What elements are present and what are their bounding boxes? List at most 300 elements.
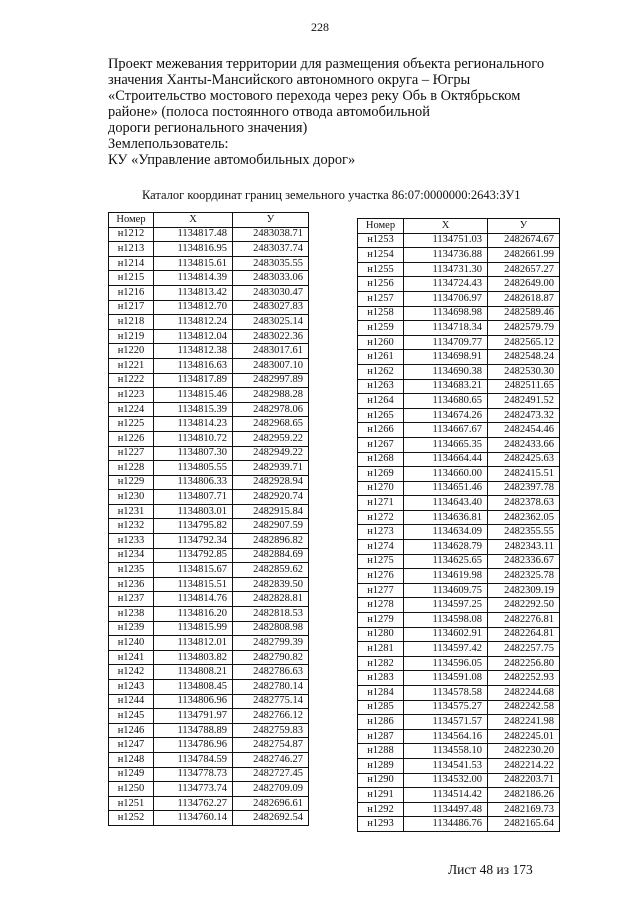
column-header-y: У — [488, 219, 560, 234]
table-row — [109, 344, 309, 359]
table-row — [109, 461, 309, 476]
point-number-cell: н1274 — [358, 540, 404, 555]
point-number-cell: н1218 — [109, 315, 154, 330]
x-coordinate-cell: 1134643.40 — [404, 496, 488, 511]
table-row — [109, 227, 309, 242]
y-coordinate-cell: 2483030.47 — [233, 285, 309, 300]
x-coordinate-cell: 1134817.89 — [154, 373, 233, 388]
x-coordinate-cell: 1134803.82 — [154, 650, 233, 665]
y-coordinate-cell: 2482884.69 — [233, 548, 309, 563]
page-number: 228 — [311, 20, 329, 34]
table-row — [358, 408, 560, 423]
table-row — [358, 773, 560, 788]
table-row — [358, 715, 560, 730]
x-coordinate-cell: 1134816.95 — [154, 242, 233, 257]
point-number-cell: н1220 — [109, 344, 154, 359]
y-coordinate-cell: 2482325.78 — [488, 569, 560, 584]
point-number-cell: н1288 — [358, 744, 404, 759]
column-header-x: X — [154, 213, 233, 228]
x-coordinate-cell: 1134558.10 — [404, 744, 488, 759]
x-coordinate-cell: 1134815.99 — [154, 621, 233, 636]
point-number-cell: н1273 — [358, 525, 404, 540]
y-coordinate-cell: 2482241.98 — [488, 715, 560, 730]
x-coordinate-cell: 1134808.21 — [154, 665, 233, 680]
table-row — [358, 583, 560, 598]
point-number-cell: н1235 — [109, 563, 154, 578]
x-coordinate-cell: 1134815.46 — [154, 388, 233, 403]
point-number-cell: н1238 — [109, 607, 154, 622]
x-coordinate-cell: 1134773.74 — [154, 782, 233, 797]
table-row — [358, 700, 560, 715]
point-number-cell: н1219 — [109, 329, 154, 344]
table-row — [358, 686, 560, 701]
table-row — [358, 671, 560, 686]
table-row — [358, 394, 560, 409]
y-coordinate-cell: 2483038.71 — [233, 227, 309, 242]
x-coordinate-cell: 1134541.53 — [404, 758, 488, 773]
y-coordinate-cell: 2482433.66 — [488, 437, 560, 452]
y-coordinate-cell: 2482997.89 — [233, 373, 309, 388]
point-number-cell: н1223 — [109, 388, 154, 403]
table-row — [109, 796, 309, 811]
point-number-cell: н1284 — [358, 686, 404, 701]
y-coordinate-cell: 2482565.12 — [488, 335, 560, 350]
point-number-cell: н1216 — [109, 285, 154, 300]
point-number-cell: н1252 — [109, 811, 154, 826]
x-coordinate-cell: 1134751.03 — [404, 233, 488, 248]
x-coordinate-cell: 1134619.98 — [404, 569, 488, 584]
y-coordinate-cell: 2482818.53 — [233, 607, 309, 622]
point-number-cell: н1275 — [358, 554, 404, 569]
x-coordinate-cell: 1134792.34 — [154, 534, 233, 549]
x-coordinate-cell: 1134814.76 — [154, 592, 233, 607]
column-header-number: Номер — [358, 219, 404, 234]
x-coordinate-cell: 1134817.48 — [154, 227, 233, 242]
x-coordinate-cell: 1134813.42 — [154, 285, 233, 300]
y-coordinate-cell: 2482336.67 — [488, 554, 560, 569]
y-coordinate-cell: 2482511.65 — [488, 379, 560, 394]
point-number-cell: н1229 — [109, 475, 154, 490]
x-coordinate-cell: 1134575.27 — [404, 700, 488, 715]
y-coordinate-cell: 2482661.99 — [488, 248, 560, 263]
y-coordinate-cell: 2482491.52 — [488, 394, 560, 409]
point-number-cell: н1232 — [109, 519, 154, 534]
y-coordinate-cell: 2482252.93 — [488, 671, 560, 686]
column-header-y: У — [233, 213, 309, 228]
table-row — [109, 767, 309, 782]
point-number-cell: н1276 — [358, 569, 404, 584]
table-row — [358, 627, 560, 642]
x-coordinate-cell: 1134571.57 — [404, 715, 488, 730]
table-row — [109, 490, 309, 505]
x-coordinate-cell: 1134815.61 — [154, 256, 233, 271]
x-coordinate-cell: 1134792.85 — [154, 548, 233, 563]
point-number-cell: н1261 — [358, 350, 404, 365]
y-coordinate-cell: 2482759.83 — [233, 723, 309, 738]
table-row — [358, 496, 560, 511]
y-coordinate-cell: 2482473.32 — [488, 408, 560, 423]
table-row — [109, 607, 309, 622]
x-coordinate-cell: 1134724.43 — [404, 277, 488, 292]
y-coordinate-cell: 2482978.06 — [233, 402, 309, 417]
x-coordinate-cell: 1134597.42 — [404, 642, 488, 657]
x-coordinate-cell: 1134786.96 — [154, 738, 233, 753]
y-coordinate-cell: 2482696.61 — [233, 796, 309, 811]
y-coordinate-cell: 2482928.94 — [233, 475, 309, 490]
x-coordinate-cell: 1134636.81 — [404, 510, 488, 525]
x-coordinate-cell: 1134760.14 — [154, 811, 233, 826]
point-number-cell: н1285 — [358, 700, 404, 715]
y-coordinate-cell: 2482292.50 — [488, 598, 560, 613]
table-row — [358, 321, 560, 336]
y-coordinate-cell: 2482415.51 — [488, 467, 560, 482]
y-coordinate-cell: 2482618.87 — [488, 291, 560, 306]
table-header-row — [109, 213, 309, 228]
table-row — [358, 554, 560, 569]
table-row — [109, 300, 309, 315]
table-row — [358, 437, 560, 452]
x-coordinate-cell: 1134598.08 — [404, 613, 488, 628]
x-coordinate-cell: 1134814.23 — [154, 417, 233, 432]
point-number-cell: н1233 — [109, 534, 154, 549]
table-row — [109, 373, 309, 388]
point-number-cell: н1258 — [358, 306, 404, 321]
point-number-cell: н1270 — [358, 481, 404, 496]
x-coordinate-cell: 1134808.45 — [154, 680, 233, 695]
y-coordinate-cell: 2482397.78 — [488, 481, 560, 496]
table-row — [358, 613, 560, 628]
x-coordinate-cell: 1134634.09 — [404, 525, 488, 540]
table-row — [109, 417, 309, 432]
x-coordinate-cell: 1134814.39 — [154, 271, 233, 286]
point-number-cell: н1291 — [358, 788, 404, 803]
table-row — [358, 481, 560, 496]
y-coordinate-cell: 2482959.22 — [233, 431, 309, 446]
table-row — [358, 510, 560, 525]
heading-line: районе» (полоса постоянного отвода автомобильной — [108, 104, 430, 120]
point-number-cell: н1237 — [109, 592, 154, 607]
y-coordinate-cell: 2483037.74 — [233, 242, 309, 257]
y-coordinate-cell: 2482244.68 — [488, 686, 560, 701]
y-coordinate-cell: 2482780.14 — [233, 680, 309, 695]
heading-line: КУ «Управление автомобильных дорог» — [108, 152, 356, 168]
table-row — [358, 729, 560, 744]
point-number-cell: н1271 — [358, 496, 404, 511]
point-number-cell: н1254 — [358, 248, 404, 263]
x-coordinate-cell: 1134795.82 — [154, 519, 233, 534]
point-number-cell: н1282 — [358, 656, 404, 671]
x-coordinate-cell: 1134812.01 — [154, 636, 233, 651]
y-coordinate-cell: 2482949.22 — [233, 446, 309, 461]
y-coordinate-cell: 2482165.64 — [488, 817, 560, 832]
x-coordinate-cell: 1134815.67 — [154, 563, 233, 578]
x-coordinate-cell: 1134718.34 — [404, 321, 488, 336]
table-row — [109, 738, 309, 753]
x-coordinate-cell: 1134806.96 — [154, 694, 233, 709]
y-coordinate-cell: 2482548.24 — [488, 350, 560, 365]
x-coordinate-cell: 1134597.25 — [404, 598, 488, 613]
x-coordinate-cell: 1134497.48 — [404, 802, 488, 817]
y-coordinate-cell: 2482169.73 — [488, 802, 560, 817]
y-coordinate-cell: 2482896.82 — [233, 534, 309, 549]
y-coordinate-cell: 2482786.63 — [233, 665, 309, 680]
x-coordinate-cell: 1134698.98 — [404, 306, 488, 321]
table-row — [109, 358, 309, 373]
x-coordinate-cell: 1134816.63 — [154, 358, 233, 373]
coordinates-table-right — [357, 218, 560, 832]
column-header-x: X — [404, 219, 488, 234]
x-coordinate-cell: 1134807.71 — [154, 490, 233, 505]
point-number-cell: н1269 — [358, 467, 404, 482]
table-row — [358, 656, 560, 671]
y-coordinate-cell: 2482920.74 — [233, 490, 309, 505]
x-coordinate-cell: 1134762.27 — [154, 796, 233, 811]
point-number-cell: н1226 — [109, 431, 154, 446]
point-number-cell: н1283 — [358, 671, 404, 686]
x-coordinate-cell: 1134665.35 — [404, 437, 488, 452]
point-number-cell: н1262 — [358, 364, 404, 379]
x-coordinate-cell: 1134532.00 — [404, 773, 488, 788]
y-coordinate-cell: 2482915.84 — [233, 504, 309, 519]
document-heading — [108, 56, 578, 168]
table-row — [109, 534, 309, 549]
x-coordinate-cell: 1134578.58 — [404, 686, 488, 701]
table-row — [109, 636, 309, 651]
point-number-cell: н1267 — [358, 437, 404, 452]
x-coordinate-cell: 1134674.26 — [404, 408, 488, 423]
point-number-cell: н1250 — [109, 782, 154, 797]
y-coordinate-cell: 2482839.50 — [233, 577, 309, 592]
table-row — [109, 242, 309, 257]
x-coordinate-cell: 1134680.65 — [404, 394, 488, 409]
heading-line: Проект межевания территории для размещения объекта регионального — [108, 56, 545, 72]
y-coordinate-cell: 2482203.71 — [488, 773, 560, 788]
point-number-cell: н1292 — [358, 802, 404, 817]
y-coordinate-cell: 2482657.27 — [488, 262, 560, 277]
y-coordinate-cell: 2483027.83 — [233, 300, 309, 315]
point-number-cell: н1214 — [109, 256, 154, 271]
y-coordinate-cell: 2482309.19 — [488, 583, 560, 598]
point-number-cell: н1241 — [109, 650, 154, 665]
table-row — [109, 694, 309, 709]
point-number-cell: н1281 — [358, 642, 404, 657]
table-row — [358, 364, 560, 379]
x-coordinate-cell: 1134807.30 — [154, 446, 233, 461]
x-coordinate-cell: 1134812.24 — [154, 315, 233, 330]
y-coordinate-cell: 2482362.05 — [488, 510, 560, 525]
y-coordinate-cell: 2483035.55 — [233, 256, 309, 271]
x-coordinate-cell: 1134709.77 — [404, 335, 488, 350]
y-coordinate-cell: 2482649.00 — [488, 277, 560, 292]
point-number-cell: н1287 — [358, 729, 404, 744]
point-number-cell: н1221 — [109, 358, 154, 373]
point-number-cell: н1253 — [358, 233, 404, 248]
table-row — [358, 642, 560, 657]
y-coordinate-cell: 2482775.14 — [233, 694, 309, 709]
x-coordinate-cell: 1134628.79 — [404, 540, 488, 555]
table-row — [109, 388, 309, 403]
x-coordinate-cell: 1134736.88 — [404, 248, 488, 263]
table-row — [358, 262, 560, 277]
y-coordinate-cell: 2482828.81 — [233, 592, 309, 607]
table-row — [358, 569, 560, 584]
table-row — [109, 680, 309, 695]
y-coordinate-cell: 2482988.28 — [233, 388, 309, 403]
y-coordinate-cell: 2482808.98 — [233, 621, 309, 636]
sheet-counter: Лист 48 из 173 — [448, 862, 533, 877]
table-row — [358, 525, 560, 540]
x-coordinate-cell: 1134812.70 — [154, 300, 233, 315]
point-number-cell: н1236 — [109, 577, 154, 592]
point-number-cell: н1249 — [109, 767, 154, 782]
x-coordinate-cell: 1134816.20 — [154, 607, 233, 622]
point-number-cell: н1245 — [109, 709, 154, 724]
x-coordinate-cell: 1134812.38 — [154, 344, 233, 359]
table-row — [358, 350, 560, 365]
y-coordinate-cell: 2482859.62 — [233, 563, 309, 578]
point-number-cell: н1225 — [109, 417, 154, 432]
x-coordinate-cell: 1134815.51 — [154, 577, 233, 592]
y-coordinate-cell: 2483033.06 — [233, 271, 309, 286]
table-row — [358, 452, 560, 467]
x-coordinate-cell: 1134731.30 — [404, 262, 488, 277]
x-coordinate-cell: 1134564.16 — [404, 729, 488, 744]
x-coordinate-cell: 1134791.97 — [154, 709, 233, 724]
table-row — [358, 306, 560, 321]
y-coordinate-cell: 2482674.67 — [488, 233, 560, 248]
point-number-cell: н1215 — [109, 271, 154, 286]
point-number-cell: н1272 — [358, 510, 404, 525]
x-coordinate-cell: 1134784.59 — [154, 752, 233, 767]
x-coordinate-cell: 1134778.73 — [154, 767, 233, 782]
x-coordinate-cell: 1134596.05 — [404, 656, 488, 671]
table-row — [109, 329, 309, 344]
y-coordinate-cell: 2482727.45 — [233, 767, 309, 782]
y-coordinate-cell: 2482766.12 — [233, 709, 309, 724]
y-coordinate-cell: 2483022.36 — [233, 329, 309, 344]
point-number-cell: н1224 — [109, 402, 154, 417]
table-row — [109, 315, 309, 330]
point-number-cell: н1293 — [358, 817, 404, 832]
point-number-cell: н1266 — [358, 423, 404, 438]
point-number-cell: н1244 — [109, 694, 154, 709]
point-number-cell: н1222 — [109, 373, 154, 388]
table-row — [109, 709, 309, 724]
point-number-cell: н1280 — [358, 627, 404, 642]
point-number-cell: н1231 — [109, 504, 154, 519]
table-header-row — [358, 219, 560, 234]
table-row — [358, 335, 560, 350]
point-number-cell: н1268 — [358, 452, 404, 467]
y-coordinate-cell: 2482425.63 — [488, 452, 560, 467]
point-number-cell: н1259 — [358, 321, 404, 336]
table-row — [358, 802, 560, 817]
y-coordinate-cell: 2482968.65 — [233, 417, 309, 432]
point-number-cell: н1290 — [358, 773, 404, 788]
x-coordinate-cell: 1134706.97 — [404, 291, 488, 306]
y-coordinate-cell: 2482799.39 — [233, 636, 309, 651]
table-row — [109, 752, 309, 767]
table-row — [109, 577, 309, 592]
y-coordinate-cell: 2482355.55 — [488, 525, 560, 540]
point-number-cell: н1264 — [358, 394, 404, 409]
table-row — [358, 233, 560, 248]
table-row — [109, 548, 309, 563]
point-number-cell: н1278 — [358, 598, 404, 613]
y-coordinate-cell: 2482276.81 — [488, 613, 560, 628]
point-number-cell: н1255 — [358, 262, 404, 277]
table-row — [358, 277, 560, 292]
column-header-number: Номер — [109, 213, 154, 228]
y-coordinate-cell: 2482378.63 — [488, 496, 560, 511]
table-row — [358, 744, 560, 759]
table-row — [109, 271, 309, 286]
heading-line: значения Ханты-Мансийского автономного округа – Югры — [108, 72, 471, 88]
table-row — [109, 475, 309, 490]
table-row — [109, 563, 309, 578]
table-row — [358, 423, 560, 438]
y-coordinate-cell: 2482343.11 — [488, 540, 560, 555]
table-row — [109, 256, 309, 271]
y-coordinate-cell: 2482790.82 — [233, 650, 309, 665]
x-coordinate-cell: 1134667.67 — [404, 423, 488, 438]
table-row — [358, 817, 560, 832]
y-coordinate-cell: 2482530.30 — [488, 364, 560, 379]
table-row — [358, 540, 560, 555]
y-coordinate-cell: 2482589.46 — [488, 306, 560, 321]
table-row — [109, 519, 309, 534]
x-coordinate-cell: 1134514.42 — [404, 788, 488, 803]
point-number-cell: н1256 — [358, 277, 404, 292]
table-row — [358, 379, 560, 394]
x-coordinate-cell: 1134806.33 — [154, 475, 233, 490]
x-coordinate-cell: 1134591.08 — [404, 671, 488, 686]
y-coordinate-cell: 2483025.14 — [233, 315, 309, 330]
point-number-cell: н1279 — [358, 613, 404, 628]
x-coordinate-cell: 1134803.01 — [154, 504, 233, 519]
table-row — [109, 811, 309, 826]
table-row — [358, 467, 560, 482]
x-coordinate-cell: 1134805.55 — [154, 461, 233, 476]
x-coordinate-cell: 1134651.46 — [404, 481, 488, 496]
table-row — [109, 285, 309, 300]
table-row — [109, 650, 309, 665]
x-coordinate-cell: 1134810.72 — [154, 431, 233, 446]
point-number-cell: н1243 — [109, 680, 154, 695]
y-coordinate-cell: 2482709.09 — [233, 782, 309, 797]
x-coordinate-cell: 1134690.38 — [404, 364, 488, 379]
point-number-cell: н1230 — [109, 490, 154, 505]
y-coordinate-cell: 2483017.61 — [233, 344, 309, 359]
y-coordinate-cell: 2483007.10 — [233, 358, 309, 373]
point-number-cell: н1277 — [358, 583, 404, 598]
point-number-cell: н1246 — [109, 723, 154, 738]
table-row — [358, 788, 560, 803]
table-row — [109, 431, 309, 446]
y-coordinate-cell: 2482257.75 — [488, 642, 560, 657]
point-number-cell: н1263 — [358, 379, 404, 394]
y-coordinate-cell: 2482907.59 — [233, 519, 309, 534]
heading-line: Землепользователь: — [108, 136, 229, 152]
catalog-title: Каталог координат границ земельного участка 86:07:0000000:2643:ЗУ1 — [142, 188, 521, 202]
y-coordinate-cell: 2482454.46 — [488, 423, 560, 438]
x-coordinate-cell: 1134812.04 — [154, 329, 233, 344]
x-coordinate-cell: 1134698.91 — [404, 350, 488, 365]
table-row — [358, 598, 560, 613]
x-coordinate-cell: 1134609.75 — [404, 583, 488, 598]
x-coordinate-cell: 1134486.76 — [404, 817, 488, 832]
point-number-cell: н1289 — [358, 758, 404, 773]
